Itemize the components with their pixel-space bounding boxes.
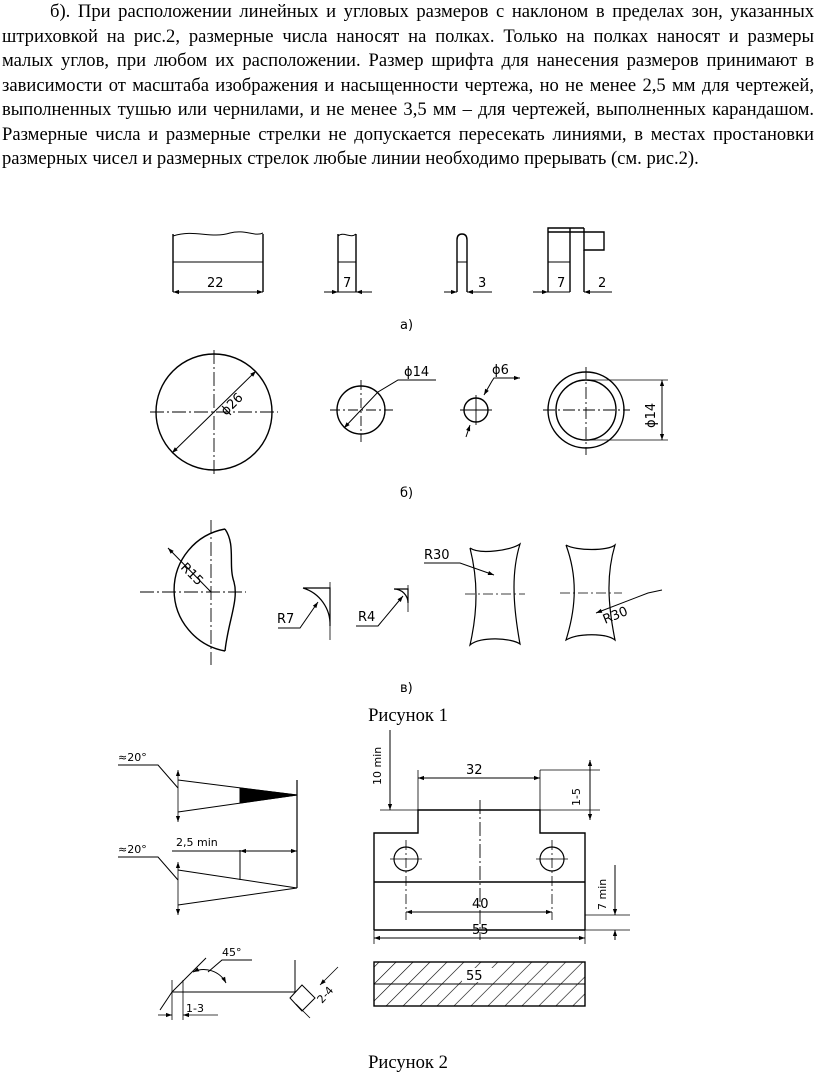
body-paragraph: б). При расположении линейных и угловых размеров с наклоном в пределах зон, указанных штриховкой на рис.2, размерные числа наносят на полках. Только на полках наносят и размеры малых углов, при любом их расположении. Размер шрифта для нанесения размеров принимают в зависимости от масштаба изображения и насыщенности чертежа, но не менее 2,5 мм для чертежей, выполненных тушью или чернилами, и не менее 3,5 мм – для чертежей, выполненных карандашом. Размерные числа и размерные стрелки не допускается пересекать линиями, в местах простановки размерных чисел и размерных стрелок любые линии необходимо прерывать (см. рис.2). xyxy=(2,1,814,169)
dim-r15: R15 xyxy=(177,560,206,589)
angle-45: 45° xyxy=(222,946,242,959)
dim-25min: 2,5 min xyxy=(176,836,218,849)
dim-10min: 10 min xyxy=(371,746,384,785)
dim-r4: R4 xyxy=(358,610,376,625)
sub-a-label: а) xyxy=(400,318,414,333)
dim-r7: R7 xyxy=(277,612,295,627)
dim-22: 22 xyxy=(207,276,224,291)
sub-b-label: б) xyxy=(400,486,414,501)
dim-2: 2 xyxy=(598,276,607,291)
figure2-caption: Рисунок 2 xyxy=(368,1052,448,1073)
dim-r30a: R30 xyxy=(424,548,450,563)
dim-7min: 7 min xyxy=(596,878,609,910)
fig1-row-b xyxy=(150,350,668,501)
dim-2-4: 2-4 xyxy=(314,983,337,1007)
fig2-right xyxy=(371,730,630,1006)
fig2-left xyxy=(118,751,338,1020)
dim-7a: 7 xyxy=(343,276,352,291)
dim-1-3: 1-3 xyxy=(186,1002,204,1015)
angle-20-top: ≈20° xyxy=(118,751,147,764)
dim-d26: ϕ26 xyxy=(218,390,247,419)
dim-40: 40 xyxy=(472,897,489,912)
dim-55-section: 55 xyxy=(466,969,483,984)
dim-d6: ϕ6 xyxy=(492,363,509,378)
dim-d14b: ϕ14 xyxy=(644,402,659,428)
dim-d14a: ϕ14 xyxy=(404,365,430,380)
dim-32: 32 xyxy=(466,763,483,778)
dim-r30b: R30 xyxy=(600,604,631,628)
dim-55-top: 55 xyxy=(472,923,489,938)
dim-3: 3 xyxy=(478,276,487,291)
angle-20-bottom: ≈20° xyxy=(118,843,147,856)
dim-1-5: 1-5 xyxy=(570,788,583,806)
fig1-row-v xyxy=(140,520,662,696)
dim-7b: 7 xyxy=(557,276,566,291)
sub-v-label: в) xyxy=(400,681,413,696)
figure1-caption: Рисунок 1 xyxy=(368,705,448,726)
fig1-row-a xyxy=(173,228,612,333)
